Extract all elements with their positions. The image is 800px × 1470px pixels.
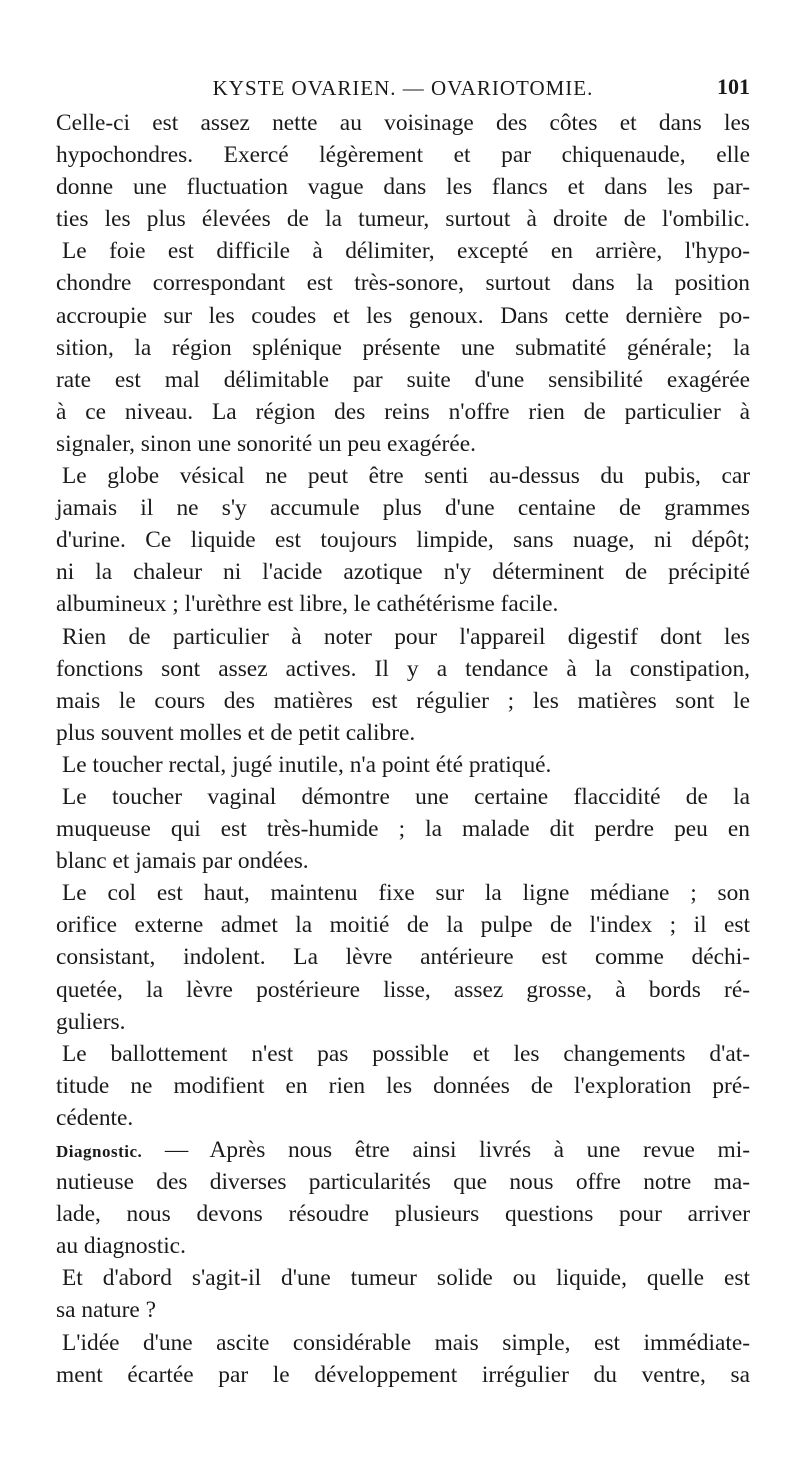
body-text [56, 107, 750, 1391]
text-line: consistant, indolent. La lèvre antérieure est comme déchi- [56, 944, 750, 971]
text-line: à ce niveau. La région des reins n'offre rien de particulier à [56, 398, 750, 425]
text-line: ni la chaleur ni l'acide azotique n'y déterminent de précipité [56, 559, 750, 586]
text-line: cédente. [56, 1104, 134, 1131]
page-header [56, 70, 750, 110]
text-line: orifice externe admet la moitié de la pulpe de l'index ; il est [56, 912, 750, 939]
section-heading: Diagnostic. [56, 1142, 143, 1161]
text-line: guliers. [56, 1008, 126, 1035]
text-line: Le toucher rectal, jugé inutile, n'a point été pratiqué. [62, 751, 552, 778]
text-line: plus souvent molles et de petit calibre. [56, 719, 416, 746]
text-line-fragment: — Après nous être ainsi livrés à une revue mi- [164, 1137, 750, 1163]
text-line: albumineux ; l'urèthre est libre, le cathétérisme facile. [56, 591, 559, 618]
text-line: Le ballottement n'est pas possible et les changements d'at- [62, 1040, 750, 1067]
text-line: ment écartée par le développement irrégulier du ventre, sa [56, 1361, 750, 1388]
text-line: jamais il ne s'y accumule plus d'une centaine de grammes [56, 495, 750, 522]
text-line: Celle-ci est assez nette au voisinage des côtes et dans les [56, 110, 750, 136]
text-line: Le foie est difficile à délimiter, excepté en arrière, l'hypo- [62, 238, 750, 265]
text-line: L'idée d'une ascite considérable mais simple, est immédiate- [62, 1329, 750, 1356]
text-line: d'urine. Ce liquide est toujours limpide, sans nuage, ni dépôt; [56, 527, 750, 554]
text-line: muqueuse qui est très-humide ; la malade dit perdre peu en [56, 816, 750, 843]
text-line: rate est mal délimitable par suite d'une sensibilité exagérée [56, 366, 750, 393]
text-line: titude ne modifient en rien les données de l'exploration pré- [56, 1072, 750, 1099]
text-line: Rien de particulier à noter pour l'appareil digestif dont les [62, 623, 750, 650]
page-number: 101 [717, 74, 750, 99]
text-line: sa nature ? [56, 1297, 157, 1324]
text-line: mais le cours des matières est régulier ; les matières sont le [56, 687, 750, 714]
text-line: nutieuse des diverses particularités que nous offre notre ma- [56, 1169, 750, 1196]
text-line: donne une fluctuation vague dans les flancs et dans les par- [56, 174, 750, 201]
text-line: Et d'abord s'agit-il d'une tumeur solide ou liquide, quelle est [62, 1265, 750, 1292]
text-line: ties les plus élevées de la tumeur, surtout à droite de l'ombilic. [56, 206, 750, 233]
text-line: Le col est haut, maintenu fixe sur la ligne médiane ; son [62, 880, 750, 907]
text-line: hypochondres. Exercé légèrement et par chiquenaude, elle [56, 142, 750, 169]
text-line: Le globe vésical ne peut être senti au-dessus du pubis, car [62, 463, 750, 490]
text-line: chondre correspondant est très-sonore, surtout dans la position [56, 270, 750, 297]
text-line: au diagnostic. [56, 1233, 186, 1260]
text-line: lade, nous devons résoudre plusieurs questions pour arriver [56, 1201, 750, 1228]
text-line: fonctions sont assez actives. Il y a tendance à la constipation, [56, 655, 750, 682]
text-line: sition, la région splénique présente une submatité générale; la [56, 334, 750, 361]
text-line: signaler, sinon une sonorité un peu exagérée. [56, 430, 476, 457]
text-line: accroupie sur les coudes et les genoux. Dans cette dernière po- [56, 302, 750, 329]
text-line: Le toucher vaginal démontre une certaine flaccidité de la [62, 783, 750, 810]
section-line [56, 1134, 750, 1166]
text-line: blanc et jamais par ondées. [56, 848, 309, 875]
text-line: quetée, la lèvre postérieure lisse, assez grosse, à bords ré- [56, 976, 750, 1003]
running-title: KYSTE OVARIEN. — OVARIOTOMIE. [212, 76, 594, 100]
